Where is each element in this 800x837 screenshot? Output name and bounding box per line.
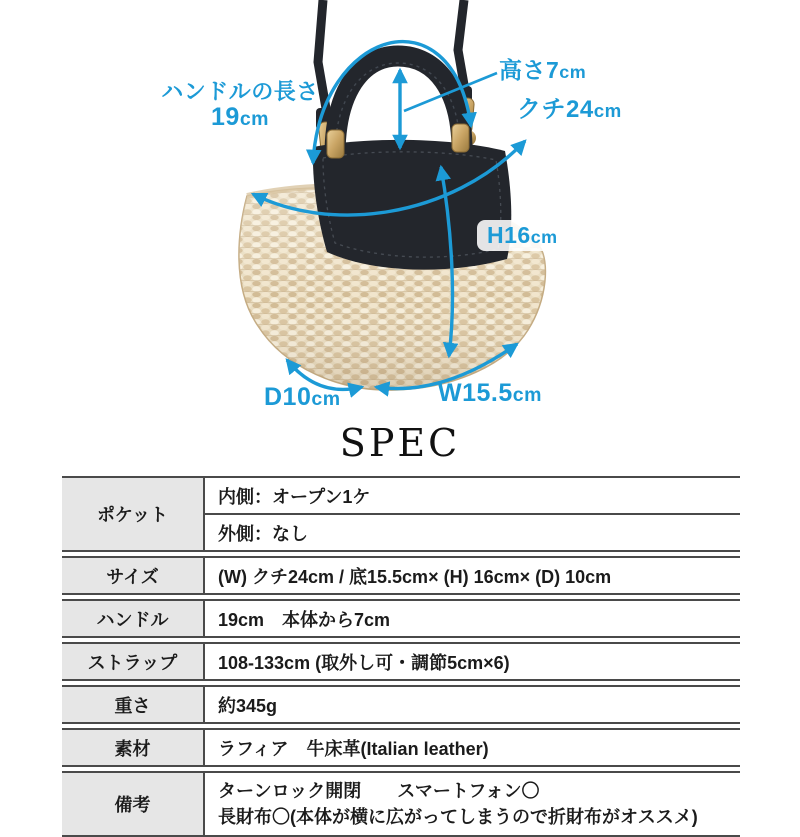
table-row-notes [62,771,740,837]
spec-table [62,476,740,837]
annotation-mouth-width: クチ24cm [517,96,622,123]
row-label: サイズ [62,558,205,593]
table-row-strap [62,642,740,681]
annotation-body-height: H16cm [477,220,568,251]
row-label: ストラップ [62,644,205,679]
handle-fitting-left-icon [327,130,344,158]
table-row-handle [62,599,740,638]
table-row-weight [62,685,740,724]
handle-fitting-right-icon [452,124,469,152]
row-value: 外側：なし [205,513,740,550]
row-value-group [205,478,740,550]
row-label: ハンドル [62,601,205,636]
row-value: ラフィア 牛床革(Italian leather) [218,738,489,759]
row-value: 108-133cm (取外し可・調節5cm×6) [218,652,510,673]
row-label: 素材 [62,730,205,765]
table-row-size [62,556,740,595]
row-label: 重さ [62,687,205,722]
annotation-bottom-width: W15.5cm [438,379,542,407]
row-value: (W) クチ24cm / 底15.5cm× (H) 16cm× (D) 10cm [218,566,612,587]
notes-line-2: 長財布〇(本体が横に広がってしまうので折財布がオススメ) [218,807,698,827]
annotation-handle-length-label: ハンドルの長さ [161,79,319,104]
spec-heading: SPEC [339,421,461,465]
table-row-pocket [62,476,740,552]
row-value: 19cm 本体から7cm [218,609,391,630]
row-label: 備考 [62,773,205,835]
annotation-handle-length [158,80,322,131]
annotation-handle-length-value: 19cm [211,102,269,131]
table-row-material [62,728,740,767]
notes-line-1: ターンロック開閉 スマートフォン〇 [218,781,540,801]
annotation-depth: D10cm [264,383,341,411]
annotation-handle-height: 高さ7cm [499,57,587,83]
row-label: ポケット [62,478,205,550]
row-value: 約345g [218,695,278,716]
row-value [205,773,740,835]
row-value: 内側：オープン1ケ [218,486,371,507]
